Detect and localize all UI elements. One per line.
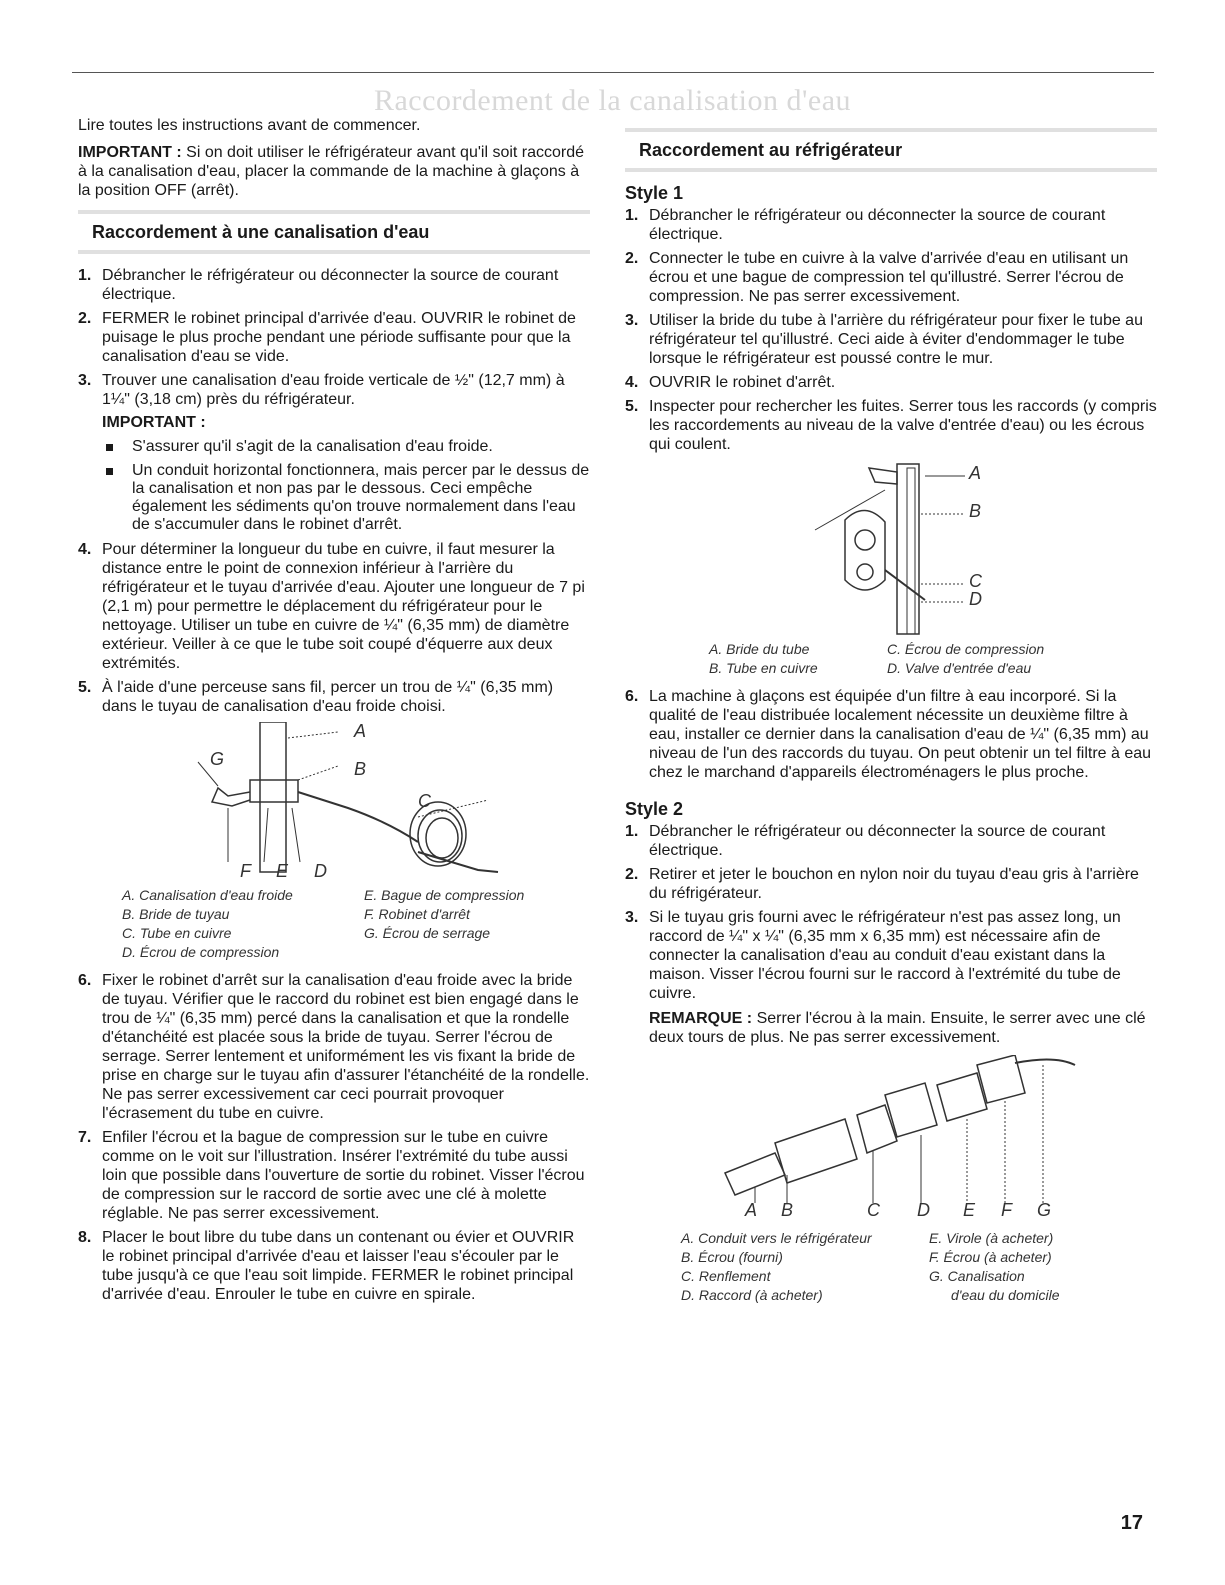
step-text: À l'aide d'une perceuse sans fil, percer un trou de ¼" (6,35 mm) dans le tuyau de canalisation d'eau froide choisi. bbox=[102, 679, 554, 715]
figure-label-c: C bbox=[418, 791, 431, 811]
step-number: 3. bbox=[625, 312, 639, 329]
top-rule bbox=[72, 72, 1154, 73]
step-text: Débrancher le réfrigérateur ou déconnecter la source de courant électrique. bbox=[649, 823, 1106, 859]
step-text: Débrancher le réfrigérateur ou déconnecter la source de courant électrique. bbox=[649, 207, 1106, 243]
step-number: 8. bbox=[78, 1229, 92, 1246]
steps-list-a bbox=[78, 266, 590, 716]
step-8 bbox=[78, 1228, 590, 1304]
step-number: 7. bbox=[78, 1129, 92, 1146]
bullet-square-icon bbox=[106, 468, 113, 475]
fittings-illustration bbox=[715, 1055, 1135, 1205]
step-text: Si le tuyau gris fourni avec le réfrigérateur n'est pas assez long, un raccord de ¼" x ¼" (6,35 mm x 6,35 mm) est nécessaire afin de connecter la canalisation d'eau au conduit d'eau existant dans la maison. Visser l'écrou fourni sur le raccord à l'extrémité du tube de cuivre. bbox=[649, 909, 1121, 1002]
style1-step-5 bbox=[625, 397, 1157, 454]
figure3-label-c: C bbox=[867, 1200, 880, 1220]
figure3-label-f: F bbox=[1001, 1200, 1012, 1220]
step-number: 2. bbox=[625, 250, 639, 267]
figure1-legend bbox=[122, 886, 590, 961]
legend-item: A. Conduit vers le réfrigérateur bbox=[681, 1230, 872, 1246]
step-number: 4. bbox=[625, 374, 639, 391]
step-5 bbox=[78, 678, 590, 716]
water-valve-illustration bbox=[785, 460, 1145, 636]
style1-heading: Style 1 bbox=[625, 183, 684, 203]
step-text: FERMER le robinet principal d'arrivée d'eau. OUVRIR le robinet de puisage le plus proche pendant une période suffisante pour que la canalisation d'eau se vide. bbox=[102, 310, 576, 365]
step-text: La machine à glaçons est équipée d'un filtre à eau incorporé. Si la qualité de l'eau distribuée localement nécessite un deuxième filtre à eau, installer ce dernier dans la canalisation d'eau de ¼" (6,35 mm) au niveau de l'un des raccords du tuyau. On peut obtenir un tel filtre à eau chez le marchand d'appareils électroménagers le plus proche. bbox=[649, 688, 1152, 781]
figure3-label-b: B bbox=[781, 1200, 794, 1220]
step-text: Inspecter pour rechercher les fuites. Serrer tous les raccords (y compris les raccordements au niveau de la valve d'entrée d'eau) ou les écrous qui coulent. bbox=[649, 398, 1157, 453]
step-text: Connecter le tube en cuivre à la valve d'arrivée d'eau en utilisant un écrou et une bague de compression tel qu'illustré. Serrer l'écrou de compression. Ne pas serrer excessivement. bbox=[649, 250, 1129, 305]
step-text: Fixer le robinet d'arrêt sur la canalisation d'eau froide avec la bride de tuyau. Vérifier que le raccord du robinet est bien engagé dans le trou de ¼" (6,35 mm) percé dans la canalisation et que la rondelle d'étanchéité est placée sous la bride de tuyau. Serrer l'écrou de serrage. Serrer lentement et uniformément les vis fixant la bride de prise en charge sur le tuyau afin d'assurer l'étanchéité de la rondelle. Ne pas serrer excessivement car ceci pourrait provoquer l'écrasement du tube en cuivre. bbox=[102, 972, 590, 1122]
page-number: 17 bbox=[1120, 1512, 1143, 1534]
legend-item: d'eau du domicile bbox=[951, 1287, 1060, 1303]
section-title-water-line: Raccordement à une canalisation d'eau bbox=[78, 210, 590, 254]
legend-item: E. Bague de compression bbox=[364, 887, 525, 903]
style2-steps bbox=[625, 822, 1157, 1047]
figure3-label-a: A bbox=[745, 1200, 758, 1220]
step-number: 6. bbox=[78, 972, 92, 989]
page-title: Raccordement de la canalisation d'eau bbox=[373, 84, 852, 117]
important-label: IMPORTANT : bbox=[78, 144, 182, 161]
shutoff-valve-illustration bbox=[188, 722, 608, 882]
figure-label-d: D bbox=[314, 861, 327, 881]
bullet-text: S'assurer qu'il s'agit de la canalisation d'eau froide. bbox=[132, 438, 493, 455]
step-text: OUVRIR le robinet d'arrêt. bbox=[649, 374, 836, 391]
step-7 bbox=[78, 1128, 590, 1223]
legend-item: D. Valve d'entrée d'eau bbox=[887, 660, 1032, 676]
figure3-label-g: G bbox=[1037, 1200, 1052, 1220]
step-2 bbox=[78, 309, 590, 366]
step-4 bbox=[78, 540, 590, 673]
figure2-label-d: D bbox=[969, 589, 982, 609]
figure-label-g: G bbox=[210, 749, 225, 769]
legend-item: C. Renflement bbox=[681, 1268, 771, 1284]
step-number: 5. bbox=[625, 398, 639, 415]
style1-step-6 bbox=[625, 687, 1157, 782]
legend-item: G. Canalisation bbox=[929, 1268, 1025, 1284]
bullet-item bbox=[102, 438, 590, 456]
legend-item: A. Canalisation d'eau froide bbox=[122, 887, 293, 903]
style1-step6-list bbox=[625, 687, 1157, 782]
bullet-text: Un conduit horizontal fonctionnera, mais percer par le dessus de la canalisation et non pas par le dessous. Ceci empêche également les sédiments qu'on trouve normalement dans l'eau de s'accumuler dans le robinet d'arrêt. bbox=[132, 462, 590, 533]
remark-label: REMARQUE : bbox=[649, 1010, 753, 1027]
step-1 bbox=[78, 266, 590, 304]
step-number: 2. bbox=[78, 310, 92, 327]
figure-label-a: A bbox=[354, 721, 367, 741]
figure3-legend-left bbox=[681, 1229, 905, 1305]
step-text: Trouver une canalisation d'eau froide verticale de ½" (12,7 mm) à 1¼" (3,18 cm) près du réfrigérateur. bbox=[102, 372, 565, 408]
legend-item: E. Virole (à acheter) bbox=[929, 1230, 1054, 1246]
style1-step-1 bbox=[625, 206, 1157, 244]
step-number: 4. bbox=[78, 541, 92, 558]
step-number: 1. bbox=[625, 207, 639, 224]
section-title-refrigerator: Raccordement au réfrigérateur bbox=[625, 128, 1157, 172]
figure-fittings bbox=[625, 1055, 1157, 1223]
figure2-legend bbox=[709, 640, 1157, 677]
step-number: 6. bbox=[625, 688, 639, 705]
legend-item: B. Bride de tuyau bbox=[122, 906, 230, 922]
figure3-label-e: E bbox=[963, 1200, 976, 1220]
legend-item: B. Tube en cuivre bbox=[709, 660, 818, 676]
step-number: 1. bbox=[78, 267, 92, 284]
figure3-label-d: D bbox=[917, 1200, 930, 1220]
step-text: Enfiler l'écrou et la bague de compression sur le tube en cuivre comme on le voit sur l'illustration. Insérer l'extrémité du tube aussi loin que possible dans l'ouverture de sortie du robinet. Visser l'écrou de compression sur le raccord de sortie avec une clé à molette réglable. Ne pas serrer excessivement. bbox=[102, 1129, 585, 1222]
step3-bullets bbox=[102, 438, 590, 534]
bullet-item bbox=[102, 462, 590, 534]
legend-item: D. Raccord (à acheter) bbox=[681, 1287, 823, 1303]
style2-heading: Style 2 bbox=[625, 799, 684, 819]
figure-water-valve bbox=[625, 460, 1157, 636]
step3-important-label: IMPORTANT : bbox=[102, 414, 206, 431]
legend-item: C. Tube en cuivre bbox=[122, 925, 232, 941]
step-text: Placer le bout libre du tube dans un contenant ou évier et OUVRIR le robinet principal d'arrivée d'eau et laisser l'eau s'écouler par le tube jusqu'à ce que l'eau soit limpide. FERMER le robinet principal d'arrivée d'eau. Enrouler le tube en cuivre en spirale. bbox=[102, 1229, 575, 1303]
steps-list-c bbox=[78, 971, 590, 1304]
figure3-legend bbox=[681, 1229, 1157, 1305]
step-number: 2. bbox=[625, 866, 639, 883]
important-text: Si on doit utiliser le réfrigérateur avant qu'il soit raccordé à la canalisation d'eau, placer la commande de la machine à glaçons à la position OFF (arrêt). bbox=[78, 144, 585, 199]
figure-label-b: B bbox=[354, 759, 367, 779]
bullet-square-icon bbox=[106, 444, 113, 451]
legend-item: B. Écrou (fourni) bbox=[681, 1249, 783, 1265]
legend-item: F. Robinet d'arrêt bbox=[364, 906, 470, 922]
legend-item: G. Écrou de serrage bbox=[364, 925, 491, 941]
step-text: Pour déterminer la longueur du tube en cuivre, il faut mesurer la distance entre le point de connexion inférieur à l'arrière du réfrigérateur et le tuyau d'arrivée d'eau. Ajouter une longueur de 7 pi (2,1 m) pour permettre le déplacement du réfrigérateur pour le nettoyage. Utiliser un tube en cuivre de ¼" (6,35 mm) de diamètre extérieur. Veiller à ce que le tube soit coupé d'équerre aux deux extrémités. bbox=[102, 541, 585, 672]
legend-item: A. Bride du tube bbox=[709, 641, 810, 657]
remark-note bbox=[649, 1009, 1157, 1047]
step-6 bbox=[78, 971, 590, 1123]
left-column bbox=[78, 116, 590, 1309]
style1-step-4 bbox=[625, 373, 1157, 392]
step-text: Débrancher le réfrigérateur ou déconnecter la source de courant électrique. bbox=[102, 267, 559, 303]
step-number: 3. bbox=[78, 372, 92, 389]
step-text: Retirer et jeter le bouchon en nylon noir du tuyau d'eau gris à l'arrière du réfrigérateur. bbox=[649, 866, 1139, 902]
figure2-label-a: A bbox=[969, 463, 982, 483]
style1-step-2 bbox=[625, 249, 1157, 306]
style2-step-2 bbox=[625, 865, 1157, 903]
style2-step-1 bbox=[625, 822, 1157, 860]
style1-steps bbox=[625, 206, 1157, 454]
step-3 bbox=[78, 371, 590, 534]
step-number: 1. bbox=[625, 823, 639, 840]
style2-step-3 bbox=[625, 908, 1157, 1047]
step-text: Utiliser la bride du tube à l'arrière du réfrigérateur pour fixer le tube au réfrigérateur tel qu'illustré. Ceci aide à éviter d'endommager le tube lorsque le réfrigérateur est poussé contre le mur. bbox=[649, 312, 1143, 367]
figure2-label-c: C bbox=[969, 571, 982, 591]
legend-item: D. Écrou de compression bbox=[122, 944, 280, 960]
figure2-label-b: B bbox=[969, 501, 982, 521]
figure3-legend-right bbox=[929, 1229, 1060, 1305]
figure-label-f: F bbox=[240, 861, 251, 881]
figure-shutoff-valve bbox=[78, 722, 590, 882]
important-note bbox=[78, 143, 590, 200]
right-column bbox=[625, 128, 1157, 1305]
style1-step-3 bbox=[625, 311, 1157, 368]
legend-item: C. Écrou de compression bbox=[887, 641, 1045, 657]
intro-text: Lire toutes les instructions avant de commencer. bbox=[78, 117, 421, 134]
figure-label-e: E bbox=[276, 861, 289, 881]
legend-item: F. Écrou (à acheter) bbox=[929, 1249, 1052, 1265]
remark-text: Serrer l'écrou à la main. Ensuite, le serrer avec une clé deux tours de plus. Ne pas serrer excessivement. bbox=[649, 1010, 1146, 1046]
step-number: 3. bbox=[625, 909, 639, 926]
step-number: 5. bbox=[78, 679, 92, 696]
